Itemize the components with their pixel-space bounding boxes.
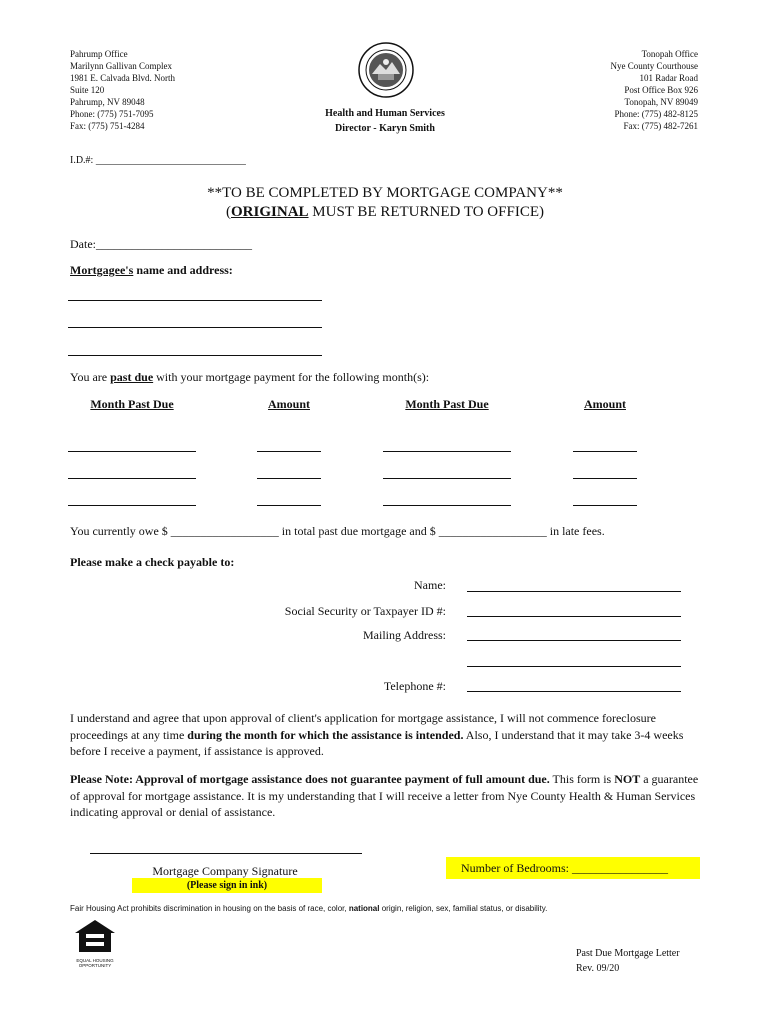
title-rest: MUST BE RETURNED TO OFFICE): [308, 204, 544, 220]
form-revision: Rev. 09/20: [576, 963, 620, 974]
foreclosure-agreement-paragraph: [70, 710, 700, 760]
address-line: Suite 120: [70, 85, 105, 95]
payee-name-field[interactable]: [467, 591, 681, 592]
number-of-bedrooms-field[interactable]: Number of Bedrooms: ________________: [446, 857, 700, 879]
eho-line: EQUAL HOUSING: [76, 958, 114, 963]
equal-housing-house-icon: [74, 919, 116, 953]
check-payable-heading: Please make a check payable to:: [70, 555, 235, 569]
amount-field[interactable]: [257, 505, 321, 506]
mortgagee-underlined: Mortgagee's: [70, 263, 134, 277]
approval-note-paragraph: [70, 771, 700, 821]
month-past-due-field[interactable]: [383, 478, 511, 479]
mailing-address-label: Mailing Address:: [363, 628, 446, 642]
column-header-amount-1: Amount: [267, 397, 310, 411]
past-due-emphasis: past due: [110, 370, 154, 384]
past-due-statement: [70, 370, 429, 385]
amount-field[interactable]: [573, 478, 637, 479]
mortgagee-address-line-3[interactable]: [68, 355, 322, 356]
mailing-address-field-2[interactable]: [467, 666, 681, 667]
month-past-due-field[interactable]: [383, 505, 511, 506]
equal-housing-caption: [74, 958, 116, 968]
pahrump-office-address: [70, 48, 175, 132]
address-line: Fax: (775) 751-4284: [70, 121, 145, 131]
taxpayer-id-label: Social Security or Taxpayer ID #:: [284, 604, 446, 618]
note-text: a guarantee of approval for mortgage assistance. It is my understanding that I will receive a letter from Nye County Health & Human Services indicating approval or denial of assistance.: [70, 772, 699, 819]
form-name: Past Due Mortgage Letter: [576, 948, 680, 959]
mailing-address-field-1[interactable]: [467, 640, 681, 641]
amount-field[interactable]: [257, 478, 321, 479]
column-header-month-1: Month Past Due: [90, 397, 174, 411]
agreement-text: I understand and agree that upon approval of client's application for mortgage assistance, I will not commence foreclosure proceedings at any time: [70, 711, 656, 742]
month-past-due-field[interactable]: [68, 478, 196, 479]
national-emphasis: national: [348, 904, 380, 913]
signature-field[interactable]: [90, 853, 362, 854]
department-title: Health and Human Services: [325, 108, 445, 119]
tonopah-office-address: [611, 48, 699, 132]
amount-owed-statement[interactable]: You currently owe $ __________________ in total past due mortgage and $ __________________ in late fees.: [70, 524, 605, 538]
signature-label: Mortgage Company Signature: [152, 864, 298, 878]
original-emphasis: ORIGINAL: [231, 204, 309, 220]
address-line: Post Office Box 926: [624, 85, 698, 95]
mortgagee-rest: name and address:: [133, 263, 233, 277]
address-line: Tonopah, NV 89049: [624, 97, 698, 107]
mortgagee-address-line-2[interactable]: [68, 327, 322, 328]
sign-in-ink-note: (Please sign in ink): [132, 878, 322, 893]
past-due-before: You are: [70, 370, 111, 384]
month-past-due-field[interactable]: [383, 451, 511, 452]
form-title: [0, 184, 770, 222]
address-line: Phone: (775) 482-8125: [614, 109, 698, 119]
date-field[interactable]: Date:__________________________: [70, 237, 252, 251]
past-due-after: with your mortgage payment for the following month(s):: [153, 370, 430, 384]
title-line-1: **TO BE COMPLETED BY MORTGAGE COMPANY**: [207, 185, 563, 201]
month-past-due-field[interactable]: [68, 451, 196, 452]
fair-housing-text: Fair Housing Act prohibits discrimination in housing on the basis of race, color,: [70, 904, 349, 913]
department-heading: [300, 106, 470, 136]
mortgagee-address-line-1[interactable]: [68, 300, 322, 301]
address-line: Phone: (775) 751-7095: [70, 109, 154, 119]
address-line: Nye County Courthouse: [610, 61, 698, 71]
taxpayer-id-field[interactable]: [467, 616, 681, 617]
month-past-due-field[interactable]: [68, 505, 196, 506]
equal-housing-logo: [74, 919, 116, 968]
director-name: Director - Karyn Smith: [335, 123, 435, 134]
address-line: Marilynn Gallivan Complex: [70, 61, 172, 71]
amount-field[interactable]: [257, 451, 321, 452]
eho-line: OPPORTUNITY: [78, 963, 112, 968]
note-emphasis: Please Note: Approval of mortgage assistance does not guarantee payment of full amount due.: [70, 772, 550, 786]
telephone-label: Telephone #:: [383, 679, 446, 693]
form-footer: [576, 946, 680, 976]
amount-field[interactable]: [573, 505, 637, 506]
address-line: Tonopah Office: [641, 49, 698, 59]
id-number-field[interactable]: I.D.#: ______________________________: [70, 155, 246, 166]
agreement-emphasis: during the month for which the assistance is intended.: [187, 727, 464, 742]
address-line: 1981 E. Calvada Blvd. North: [70, 73, 175, 83]
column-header-amount-2: Amount: [583, 397, 626, 411]
address-line: Pahrump, NV 89048: [70, 97, 145, 107]
address-line: 101 Radar Road: [639, 73, 698, 83]
amount-field[interactable]: [573, 451, 637, 452]
payee-name-label: Name:: [414, 578, 446, 592]
mortgagee-label: [70, 263, 233, 278]
address-line: Pahrump Office: [70, 49, 128, 59]
not-emphasis: NOT: [614, 772, 641, 786]
note-text: This form is: [549, 772, 615, 786]
title-line-2: [0, 203, 770, 222]
nye-county-seal-icon: [358, 42, 414, 98]
fair-housing-notice: [70, 904, 547, 913]
fair-housing-text: origin, religion, sex, familial status, or disability.: [379, 904, 548, 913]
telephone-field[interactable]: [467, 691, 681, 692]
title-paren: (: [226, 204, 232, 220]
agreement-text: Also, I understand that it may take 3-4 weeks before I receive a payment, if assistance is approved.: [70, 727, 684, 758]
column-header-month-2: Month Past Due: [405, 397, 489, 411]
address-line: Fax: (775) 482-7261: [623, 121, 698, 131]
